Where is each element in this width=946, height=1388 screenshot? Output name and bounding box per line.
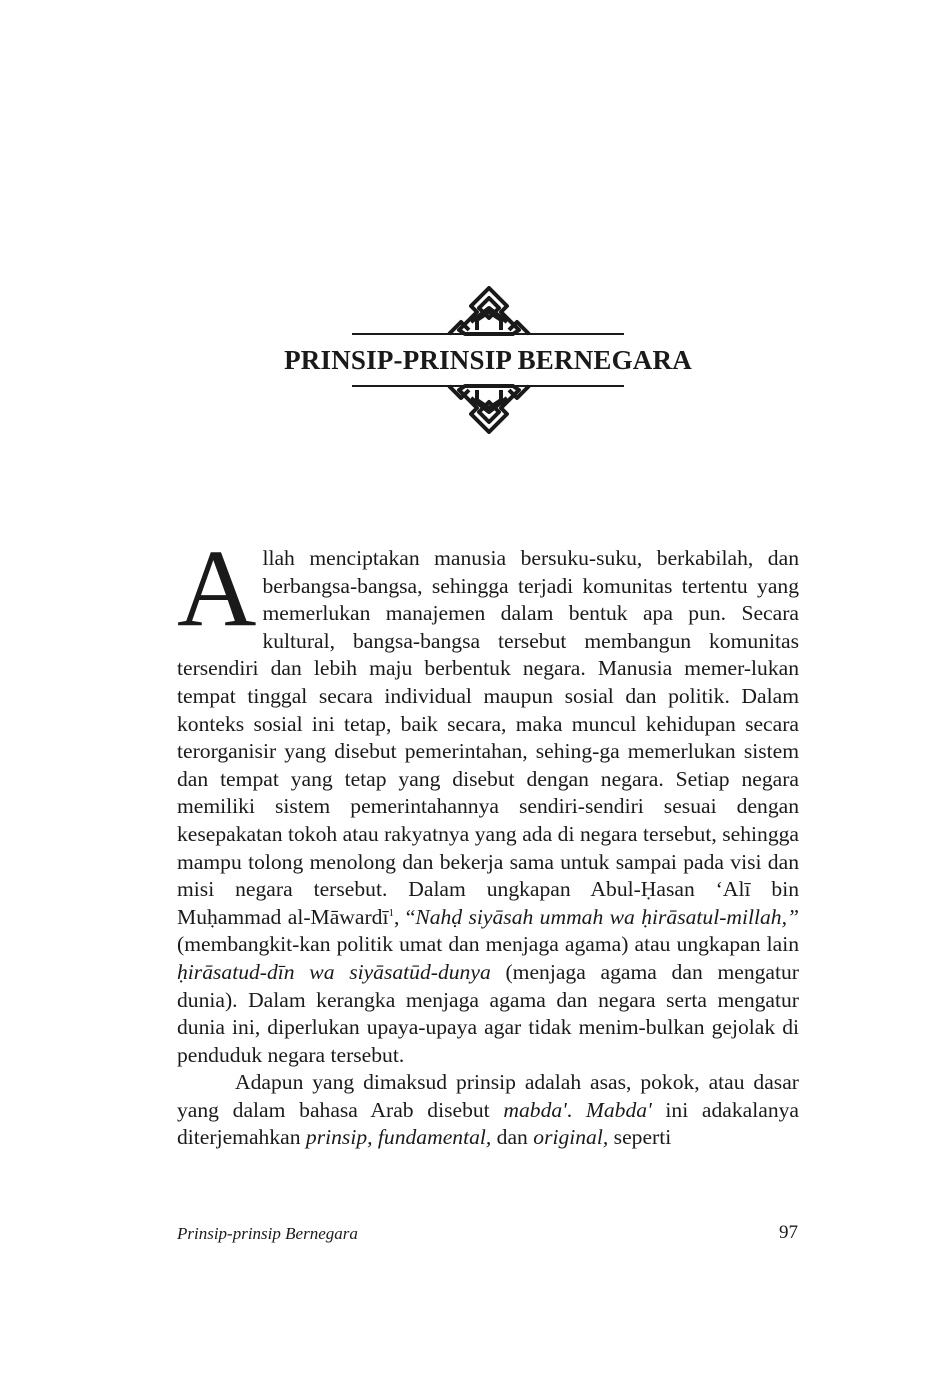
paragraph-2-text-e: seperti [608, 1125, 672, 1150]
running-footer-title: Prinsip-prinsip Bernegara [177, 1224, 358, 1243]
footnote-reference: 1 [388, 906, 394, 919]
arabic-quote: Nahḍ siyāsah ummah wa ḥirāsatul-millah,” [415, 904, 799, 929]
paragraph-1-text-a: llah menciptakan manusia bersuku-suku, berkabilah, dan berbangsa-bangsa, sehingga terjadi komunitas tertentu yang memerlukan manajemen dalam bentuk apa pun. Secara kultural, bangsa-bangsa tersebut membangun komunitas tersendiri dan lebih maju berbentuk negara. Manusia memer-lukan tempat tinggal secara individual maupun sosial dan politik. Dalam konteks sosial ini tetap, baik secara, maka muncul kehidupan secara terorganisir yang disebut pemerintahan, sehing-ga memerlukan sistem dan tempat yang tetap yang disebut dengan negara. Setiap negara memiliki sistem pemerintahannya sendiri-sendiri sesuai dengan kesepakatan tokoh atau rakyatnya yang ada di negara tersebut, sehingga mampu tolong menolong dan bekerja sama untuk sampai pada visi dan misi negara tersebut. Dalam ungkapan Abul-Ḥasan ‘Alī bin Muḥammad al-Māwardī [177, 546, 799, 929]
drop-cap: A [177, 527, 257, 649]
term-mabda-2: Mabda' [585, 1097, 652, 1122]
paragraph-1-text-b: , “ [393, 904, 416, 929]
term-mabda-1: mabda' [503, 1097, 567, 1122]
paragraph-2-text-d: dan [491, 1125, 534, 1150]
term-list: prinsip, fundamental, [305, 1125, 492, 1150]
body-text [177, 527, 800, 1152]
page-number: 97 [779, 1222, 798, 1243]
paragraph-1-text-d: (menjaga agama dan mengatur dunia). Dalam kerangka menjaga agama dan negara serta mengatur dunia ini, diperlukan upaya-upaya agar tidak menim-bulkan gejolak di penduduk negara tersebut. [177, 959, 799, 1067]
arabic-phrase: ḥirāsatud-dīn wa siyāsatūd-dunya [177, 959, 491, 984]
title-rule-bottom [352, 385, 624, 387]
chapter-title: PRINSIP-PRINSIP BERNEGARA [284, 345, 692, 375]
paragraph-2-text-a: Adapun yang dimaksud prinsip adalah asas, pokok, atau dasar yang dalam bahasa Arab disebut [177, 1070, 799, 1122]
paragraph-1-text-c: (membangkit-kan politik umat dan menjaga agama) atau ungkapan lain [177, 932, 799, 957]
paragraph-1 [177, 527, 799, 1069]
title-rule-top [352, 333, 624, 335]
paragraph-2-text-b: . [566, 1097, 586, 1122]
paragraph-2 [177, 1069, 799, 1152]
term-original: original, [533, 1125, 609, 1150]
paragraph-2-text-c: ini adakalanya diterjemahkan [177, 1097, 800, 1150]
